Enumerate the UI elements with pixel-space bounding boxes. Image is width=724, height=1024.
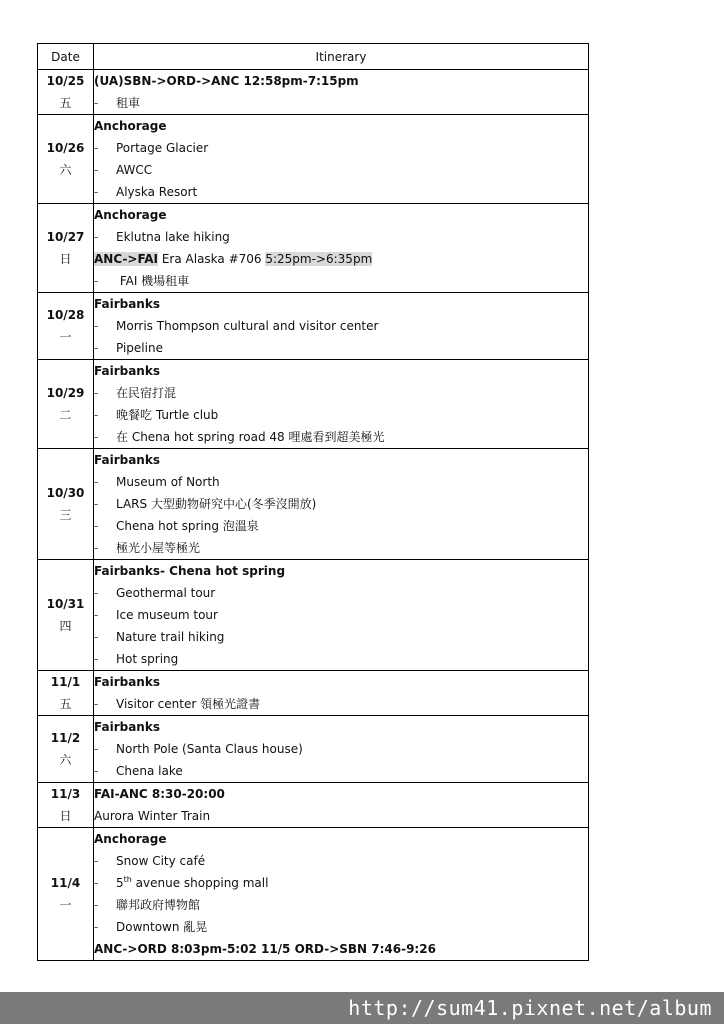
itinerary-bullet-item [94,760,588,782]
itinerary-table-body [38,70,589,961]
itinerary-heading: FAI-ANC 8:30-20:00 [94,787,225,801]
itinerary-table [37,43,589,961]
itinerary-cell [94,204,589,293]
bullet-text: Alyska Resort [116,185,198,199]
bullet-text: Geothermal tour [116,586,216,600]
itinerary-heading: Fairbanks [94,675,160,689]
bullet-text: Chena hot spring 泡溫泉 [116,519,259,533]
date-text: 10/30 [46,486,85,500]
date-cell [38,671,94,716]
bullet-text: 晚餐吃 Turtle club [116,408,219,422]
itinerary-heading: (UA)SBN->ORD->ANC 12:58pm-7:15pm [94,74,359,88]
itinerary-bullet-item [94,404,588,426]
table-row [38,115,589,204]
weekday-text: 六 [59,163,72,177]
itinerary-bullet-item [94,92,588,114]
bullet-text: avenue shopping mall [131,876,269,890]
itinerary-bullet-item [94,515,588,537]
table-row [38,560,589,671]
weekday-text: 五 [59,96,72,110]
bullet-dash: - [94,497,99,511]
bullet-text: North Pole (Santa Claus house) [116,742,303,756]
bullet-text: Nature trail hiking [116,630,225,644]
bullet-text: AWCC [116,163,153,177]
weekday-text: 日 [59,809,72,823]
date-text: 10/26 [46,141,85,155]
itinerary-heading: Anchorage [94,119,167,133]
bullet-dash: - [94,608,99,622]
itinerary-heading: Fairbanks [94,453,160,467]
bullet-dash: - [94,764,99,778]
date-cell [38,828,94,961]
bullet-text: Museum of North [116,475,220,489]
date-cell [38,360,94,449]
date-text: 11/4 [50,876,81,890]
date-text: 10/31 [46,597,85,611]
itinerary-bullet-item [94,137,588,159]
bullet-dash: - [94,141,99,155]
itinerary-bullet-item [94,604,588,626]
weekday-text: 三 [59,508,72,522]
weekday-text: 二 [59,408,72,422]
date-text: 11/3 [50,787,81,801]
itinerary-heading: ANC->ORD 8:03pm-5:02 11/5 ORD->SBN 7:46-9:26 [94,942,436,956]
itinerary-bullet-item [94,738,588,760]
itinerary-bullet-item [94,693,588,715]
itinerary-heading: Fairbanks [94,364,160,378]
date-text: 10/25 [46,74,85,88]
table-row [38,204,589,293]
bullet-text: 聯邦政府博物館 [116,898,201,912]
itinerary-bullet-item [94,582,588,604]
itinerary-cell [94,360,589,449]
itinerary-bullet-item [94,872,588,894]
watermark-footer-bar [0,992,724,1024]
itinerary-cell [94,293,589,360]
bullet-dash: - [94,541,99,555]
itinerary-bullet-item [94,426,588,448]
weekday-text: 四 [59,619,72,633]
date-cell [38,560,94,671]
bullet-dash: - [94,697,99,711]
date-text: 10/28 [46,308,85,322]
bullet-dash: - [94,876,99,890]
bullet-dash: - [94,898,99,912]
date-cell [38,115,94,204]
itinerary-bullet-item [94,382,588,404]
bullet-dash: - [94,586,99,600]
date-text: 11/1 [50,675,81,689]
bullet-dash: - [94,742,99,756]
date-text: 11/2 [50,731,81,745]
bullet-dash: - [94,163,99,177]
date-cell [38,70,94,115]
bullet-text: FAI 機場租車 [116,274,190,288]
bullet-text: 5 [116,876,124,890]
flight-line [94,248,588,270]
bullet-text: Morris Thompson cultural and visitor center [116,319,379,333]
bullet-dash: - [94,341,99,355]
bullet-text: Ice museum tour [116,608,218,622]
weekday-text: 日 [59,252,72,266]
bullet-text: Pipeline [116,341,163,355]
itinerary-bullet-item [94,916,588,938]
bullet-text: Visitor center 領極光證書 [116,697,261,711]
itinerary-bullet-item [94,850,588,872]
itinerary-cell [94,115,589,204]
itinerary-cell [94,560,589,671]
bullet-text: LARS 大型動物研究中心(冬季沒開放) [116,497,317,511]
table-row [38,716,589,783]
itinerary-heading: Anchorage [94,208,167,222]
table-header-row [38,44,589,70]
itinerary-bullet-item [94,648,588,670]
date-cell [38,783,94,828]
bullet-text: 在 Chena hot spring road 48 哩處看到超美極光 [116,430,385,444]
bullet-text: Chena lake [116,764,183,778]
itinerary-cell [94,828,589,961]
bullet-dash: - [94,630,99,644]
bullet-text: 極光小屋等極光 [116,541,201,555]
table-row [38,783,589,828]
flight-carrier: Era Alaska #706 [158,252,266,266]
itinerary-bullet-item [94,493,588,515]
bullet-dash: - [94,854,99,868]
itinerary-cell [94,716,589,783]
itinerary-text: Aurora Winter Train [94,809,211,823]
date-column-header: Date [38,44,94,70]
itinerary-heading: Fairbanks- Chena hot spring [94,564,286,578]
flight-time-highlight: 5:25pm->6:35pm [265,252,373,266]
bullet-dash: - [94,386,99,400]
itinerary-heading: Fairbanks [94,720,160,734]
itinerary-cell [94,449,589,560]
itinerary-bullet-item [94,537,588,559]
bullet-text: Hot spring [116,652,179,666]
bullet-dash: - [94,319,99,333]
date-cell [38,293,94,360]
table-row [38,449,589,560]
itinerary-cell [94,783,589,828]
bullet-dash: - [94,430,99,444]
date-cell [38,716,94,783]
date-cell [38,449,94,560]
bullet-text: Downtown 亂晃 [116,920,208,934]
bullet-text: 租車 [116,96,141,110]
bullet-text: Portage Glacier [116,141,209,155]
bullet-text: 在民宿打混 [116,386,177,400]
itinerary-bullet-item [94,315,588,337]
itinerary-bullet-item [94,894,588,916]
itinerary-cell [94,70,589,115]
itinerary-bullet-item [94,471,588,493]
itinerary-column-header: Itinerary [94,44,589,70]
weekday-text: 一 [59,898,72,912]
bullet-dash: - [94,185,99,199]
watermark-url: http://sum41.pixnet.net/album [348,996,712,1020]
table-row [38,293,589,360]
ordinal-suffix: th [123,875,132,884]
flight-route-highlight: ANC->FAI [94,252,159,266]
itinerary-bullet-item [94,159,588,181]
itinerary-bullet-item [94,181,588,203]
itinerary-heading: Anchorage [94,832,167,846]
table-row [38,70,589,115]
itinerary-bullet-item [94,226,588,248]
itinerary-bullet-item [94,270,588,292]
table-row [38,828,589,961]
bullet-dash: - [94,274,99,288]
bullet-dash: - [94,652,99,666]
table-row [38,671,589,716]
bullet-dash: - [94,920,99,934]
itinerary-heading: Fairbanks [94,297,160,311]
bullet-dash: - [94,519,99,533]
bullet-dash: - [94,96,99,110]
table-row [38,360,589,449]
itinerary-cell [94,671,589,716]
weekday-text: 一 [59,330,72,344]
bullet-dash: - [94,408,99,422]
bullet-text: Snow City café [116,854,206,868]
bullet-dash: - [94,475,99,489]
bullet-text: Eklutna lake hiking [116,230,230,244]
date-text: 10/27 [46,230,85,244]
date-cell [38,204,94,293]
date-text: 10/29 [46,386,85,400]
itinerary-bullet-item [94,626,588,648]
weekday-text: 六 [59,753,72,767]
weekday-text: 五 [59,697,72,711]
bullet-dash: - [94,230,99,244]
itinerary-bullet-item [94,337,588,359]
